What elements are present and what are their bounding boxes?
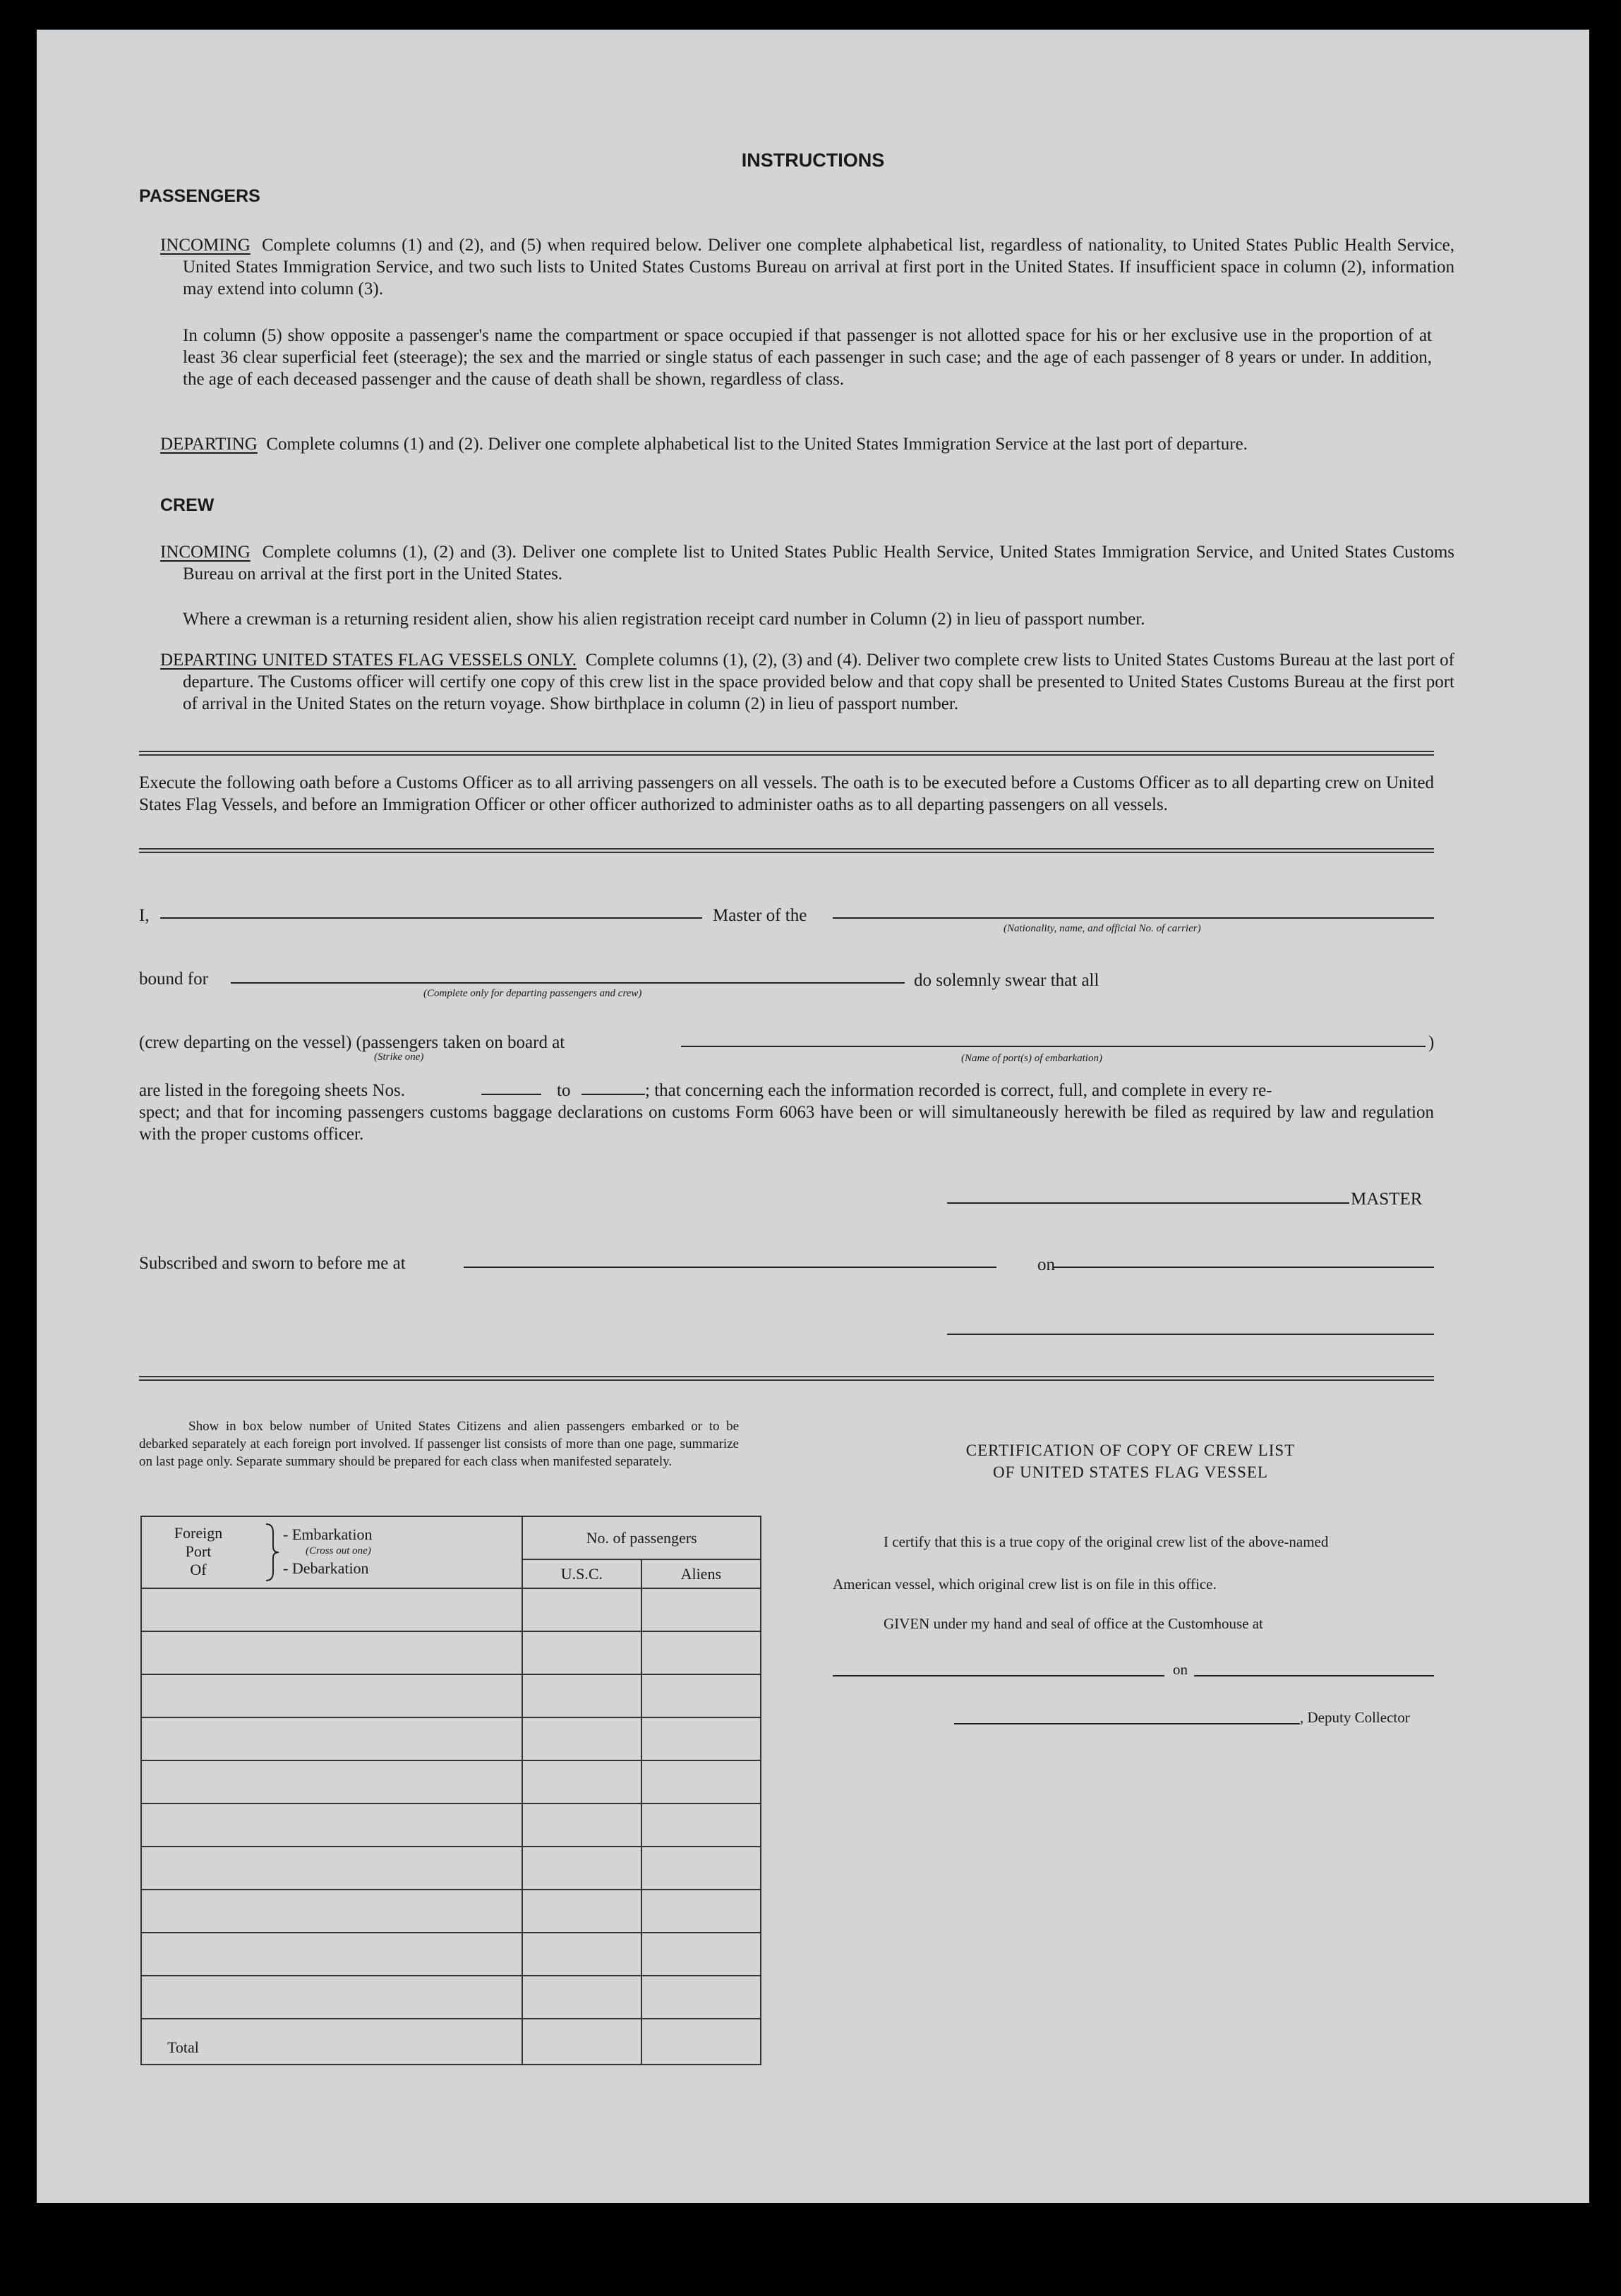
form-sheet <box>37 30 1589 2203</box>
carrier-field[interactable] <box>833 917 1434 919</box>
deputy-signature-field[interactable] <box>954 1723 1300 1724</box>
aliens-cell[interactable] <box>641 1717 761 1760</box>
certification-title-line-2: OF UNITED STATES FLAG VESSEL <box>993 1463 1268 1481</box>
table-row <box>141 1760 761 1803</box>
port-cell[interactable] <box>141 1803 522 1847</box>
passengers-departing-label: DEPARTING <box>160 435 258 454</box>
of-label: Of <box>190 1561 207 1578</box>
debarkation-label: - Debarkation <box>283 1559 369 1577</box>
crew-departing-label: DEPARTING UNITED STATES FLAG VESSELS ONLY. <box>160 651 577 670</box>
port-cell[interactable] <box>141 1847 522 1890</box>
sworn-date-field[interactable] <box>1053 1267 1434 1268</box>
certification-title-line-1: CERTIFICATION OF COPY OF CREW LIST <box>965 1442 1296 1459</box>
passengers-heading: PASSENGERS <box>139 186 260 206</box>
total-label: Total <box>141 2019 522 2065</box>
usc-cell[interactable] <box>522 1976 641 2019</box>
sworn-place-field[interactable] <box>464 1267 996 1268</box>
embarkation-label: - Embarkation <box>283 1525 373 1543</box>
usc-header: U.S.C. <box>522 1559 641 1588</box>
page-title: INSTRUCTIONS <box>741 150 885 171</box>
crew-incoming-label: INCOMING <box>160 543 251 562</box>
oath-intro: Execute the following oath before a Customs Officer as to all arriving passengers on all vessels. The oath is to be executed before a Customs Officer as to all departing crew on United States Flag Vessels, and before an Immigration Officer or other officer authorized to administer oaths as to all departing passengers on all vessels. <box>139 773 1434 814</box>
column5-instruction: In column (5) show opposite a passenger's name the compartment or space occupied if that passenger is not allotted space for his or her exclusive use in the proportion of at least 36 clear superficial feet (steerage); the sex and the married or single status of each passenger in such case; and the age of each passenger of 8 years or under. In addition, the age of each deceased passenger and the cause of death shall be shown, regardless of class. <box>183 326 1432 389</box>
summary-note: Show in box below number of United States Citizens and alien passengers embarked or to be debarked separately at each foreign port involved. If passenger list consists of more than one page, summarize on last page only. Separate summary should be prepared for each class when manifested separately. <box>139 1419 739 1469</box>
master-signature-field[interactable] <box>947 1202 1349 1204</box>
port-label: Port <box>185 1542 212 1560</box>
foreign-label: Foreign <box>174 1524 223 1542</box>
usc-cell[interactable] <box>522 1890 641 1933</box>
certification-line-1: I certify that this is a true copy of the original crew list of the above-named <box>884 1533 1329 1550</box>
certification-on: on <box>1173 1661 1188 1678</box>
usc-cell[interactable] <box>522 1717 641 1760</box>
usc-cell[interactable] <box>522 1588 641 1631</box>
usc-cell[interactable] <box>522 1847 641 1890</box>
usc-cell[interactable] <box>522 1933 641 1976</box>
deputy-collector-label: , Deputy Collector <box>1300 1709 1410 1726</box>
ports-caption: (Name of port(s) of embarkation) <box>961 1053 1102 1064</box>
aliens-cell[interactable] <box>641 1760 761 1803</box>
separator <box>139 1376 1434 1381</box>
table-row <box>141 1803 761 1847</box>
oath-i: I, <box>139 906 150 925</box>
aliens-cell[interactable] <box>641 1674 761 1717</box>
port-cell[interactable] <box>141 1760 522 1803</box>
usc-cell[interactable] <box>522 1631 641 1674</box>
table-row <box>141 1890 761 1933</box>
crewman-instruction: Where a crewman is a returning resident alien, show his alien registration receipt card number in Column (2) in lieu of passport number. <box>183 610 1145 629</box>
table-row <box>141 1847 761 1890</box>
table-row <box>141 1674 761 1717</box>
port-cell[interactable] <box>141 1674 522 1717</box>
passengers-departing-text: Complete columns (1) and (2). Deliver one complete alphabetical list to the United States Immigration Service at the last port of departure. <box>266 435 1248 454</box>
crew-departing-label-oath: (crew departing on the vessel) (passengers taken on board at <box>139 1033 565 1052</box>
table-row <box>141 1976 761 2019</box>
table-row <box>141 1933 761 1976</box>
listed-text-b: ; that concerning each the information recorded is correct, full, and complete in every re- <box>645 1081 1272 1100</box>
aliens-cell[interactable] <box>641 1976 761 2019</box>
passengers-incoming-instruction <box>160 234 1454 300</box>
aliens-cell[interactable] <box>641 1890 761 1933</box>
listed-text-c: spect; and that for incoming passengers customs baggage declarations on customs Form 6063 have been or will simultaneously herewith be filed as required by law and regulation with the proper customs officer. <box>139 1103 1434 1144</box>
usc-cell[interactable] <box>522 1760 641 1803</box>
aliens-cell[interactable] <box>641 1631 761 1674</box>
usc-cell[interactable] <box>522 1674 641 1717</box>
sheet-from-field[interactable] <box>481 1094 541 1095</box>
certification-line-3: GIVEN under my hand and seal of office at the Customhouse at <box>884 1615 1263 1632</box>
master-label: MASTER <box>1351 1190 1423 1209</box>
port-cell[interactable] <box>141 1933 522 1976</box>
certification-date-field[interactable] <box>1194 1675 1434 1676</box>
cross-out-caption: (Cross out one) <box>306 1545 371 1557</box>
passengers-incoming-label: INCOMING <box>160 236 251 255</box>
total-aliens-cell[interactable] <box>641 2019 761 2065</box>
crew-departing-instruction <box>160 649 1454 715</box>
complete-only-caption: (Complete only for departing passengers and crew) <box>423 988 642 999</box>
listed-to: to <box>557 1081 571 1100</box>
nationality-caption: (Nationality, name, and official No. of carrier) <box>1004 923 1201 934</box>
port-cell[interactable] <box>141 1588 522 1631</box>
separator <box>139 848 1434 853</box>
certification-line-2: American vessel, which original crew list is on file in this office. <box>833 1576 1217 1593</box>
close-paren: ) <box>1428 1033 1435 1052</box>
port-cell[interactable] <box>141 1890 522 1933</box>
separator <box>139 751 1434 756</box>
total-usc-cell[interactable] <box>522 2019 641 2065</box>
crew-heading: CREW <box>160 495 215 515</box>
master-of-the-label: Master of the <box>713 906 807 925</box>
aliens-cell[interactable] <box>641 1803 761 1847</box>
master-name-field[interactable] <box>160 917 702 919</box>
no-of-passengers-header: No. of passengers <box>522 1516 761 1559</box>
brace-icon <box>263 1523 280 1582</box>
passenger-summary-table <box>140 1516 761 2065</box>
table-row <box>141 1588 761 1631</box>
subscribed-on: on <box>1037 1255 1055 1274</box>
table-row <box>141 1717 761 1760</box>
aliens-header: Aliens <box>641 1559 761 1588</box>
usc-cell[interactable] <box>522 1803 641 1847</box>
customhouse-field[interactable] <box>833 1675 1164 1676</box>
bound-for-label: bound for <box>139 969 208 989</box>
foreign-port-header <box>141 1516 522 1588</box>
port-cell[interactable] <box>141 1976 522 2019</box>
swear-label: do solemnly swear that all <box>914 971 1099 990</box>
crew-incoming-instruction <box>160 541 1454 585</box>
bound-for-field[interactable] <box>231 982 905 984</box>
passengers-incoming-text: Complete columns (1) and (2), and (5) when required below. Deliver one complete alphabetical list, regardless of nationality, to United States Public Health Service, United States Immigration Service, and two such lists to United States Customs Bureau on arrival at first port in the United States. If insufficient space in column (2), information may extend into column (3). <box>183 236 1455 298</box>
officer-signature-field[interactable] <box>947 1334 1434 1335</box>
listed-text-a: are listed in the foregoing sheets Nos. <box>139 1081 405 1100</box>
certification-title <box>841 1439 1420 1483</box>
sheet-to-field[interactable] <box>581 1094 645 1095</box>
table-row <box>141 1631 761 1674</box>
port-cell[interactable] <box>141 1717 522 1760</box>
passengers-departing-instruction <box>160 433 1454 455</box>
crew-incoming-text: Complete columns (1), (2) and (3). Deliver one complete list to United States Public Health Service, United States Immigration Service, and United States Customs Bureau on arrival at the first port in the United States. <box>183 543 1454 584</box>
strike-one-caption: (Strike one) <box>374 1051 424 1063</box>
port-cell[interactable] <box>141 1631 522 1674</box>
aliens-cell[interactable] <box>641 1933 761 1976</box>
aliens-cell[interactable] <box>641 1847 761 1890</box>
embarkation-ports-field[interactable] <box>681 1046 1426 1047</box>
aliens-cell[interactable] <box>641 1588 761 1631</box>
crew-departing-text: Complete columns (1), (2), (3) and (4). Deliver two complete crew lists to United States Customs Bureau at the last port of departure. The Customs officer will certify one copy of this crew list in the space provided below and that copy shall be presented to United States Customs Bureau at the first port of arrival in the United States on the return voyage. Show birthplace in column (2) in lieu of passport number. <box>183 651 1454 713</box>
subscribed-label: Subscribed and sworn to before me at <box>139 1254 406 1273</box>
